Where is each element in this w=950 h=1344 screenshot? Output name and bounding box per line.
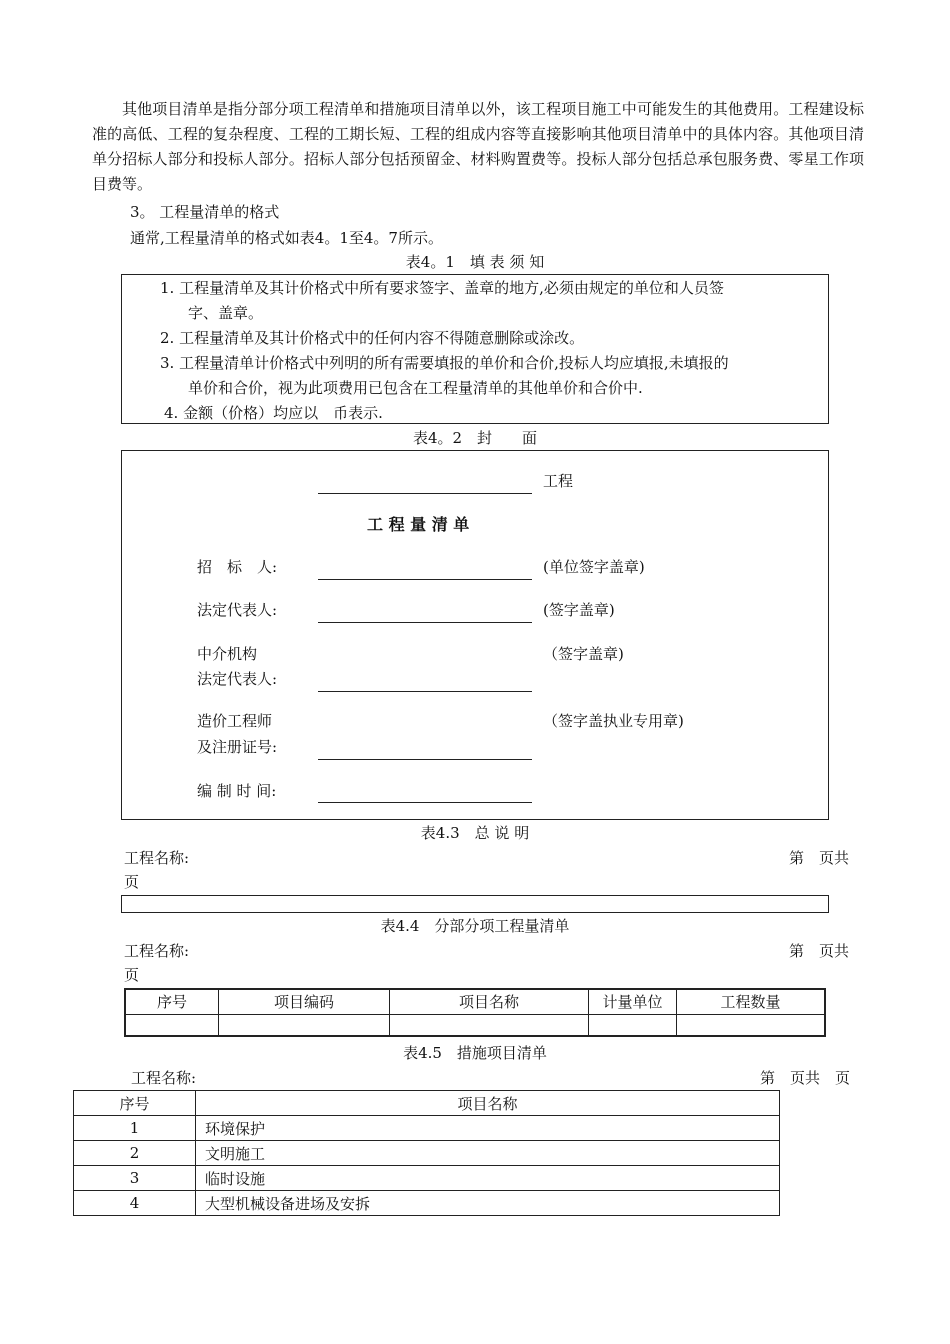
table-row xyxy=(74,1141,780,1166)
row-serial: 2 xyxy=(74,1141,196,1166)
table-4-4-caption: 表4.4 分部分项工程量清单 xyxy=(380,917,570,935)
intro-line: 通常,工程量清单的格式如表4。1至4。7所示。 xyxy=(130,229,443,247)
header-serial: 序号 xyxy=(74,1091,196,1116)
legal-rep-note: (签字盖章) xyxy=(543,601,615,619)
table-row xyxy=(74,1191,780,1216)
notice-item-3: 3. 工程量清单计价格式中列明的所有需要填报的单价和合价,投标人均应填报,未填报的 xyxy=(160,354,729,372)
registration-label: 及注册证号: xyxy=(197,738,278,756)
header-item-name: 项目名称 xyxy=(390,989,589,1014)
header-quantity: 工程数量 xyxy=(677,989,826,1014)
tenderer-underline xyxy=(318,579,532,580)
table-row xyxy=(74,1116,780,1141)
row-item-name: 文明施工 xyxy=(196,1141,780,1166)
legal-rep-label: 法定代表人: xyxy=(197,601,278,619)
general-notes-box xyxy=(121,895,829,913)
agency-legal-rep-label: 法定代表人: xyxy=(197,670,278,688)
header-unit: 计量单位 xyxy=(589,989,677,1014)
agency-label: 中介机构 xyxy=(197,645,258,663)
table-4-4-project-label: 工程名称: xyxy=(124,942,190,960)
row-serial: 3 xyxy=(74,1166,196,1191)
table-cell xyxy=(219,1014,390,1036)
notice-box xyxy=(121,274,829,424)
table-4-4-page-tail: 页 xyxy=(124,966,140,984)
notice-item-1: 1. 工程量清单及其计价格式中所有要求签字、盖章的地方,必须由规定的单位和人员签 xyxy=(160,279,724,297)
table-4-4-page-label: 第 页共 xyxy=(789,942,850,960)
cost-engineer-label: 造价工程师 xyxy=(197,712,273,730)
table-4-5-project-label: 工程名称: xyxy=(131,1069,197,1087)
table-cell xyxy=(589,1014,677,1036)
header-item-name: 项目名称 xyxy=(196,1091,780,1116)
compile-date-underline xyxy=(318,802,532,803)
table-4-3-project-label: 工程名称: xyxy=(124,849,190,867)
notice-item-4: 4. 金额（价格）均应以 币表示. xyxy=(164,404,383,422)
agency-note: （签字盖章) xyxy=(543,645,624,663)
tenderer-label: 招 标 人: xyxy=(197,558,278,576)
table-4-5-page-label: 第 页共 页 xyxy=(760,1069,851,1087)
table-header-row xyxy=(125,989,825,1014)
cover-title: 工 程 量 清 单 xyxy=(367,515,470,534)
cost-engineer-note: （签字盖执业专用章) xyxy=(543,712,684,730)
agency-underline xyxy=(318,691,532,692)
table-4-2-caption: 表4。2 封 面 xyxy=(412,429,538,447)
table-4-3-page-tail: 页 xyxy=(124,873,140,891)
compile-date-label: 编 制 时 间: xyxy=(197,782,277,800)
legal-rep-underline xyxy=(318,622,532,623)
intro-paragraph: 其他项目清单是指分部分项工程清单和措施项目清单以外，该工程项目施工中可能发生的其他费用。工程建设标准的高低、工程的复杂程度、工程的工期长短、工程的组成内容等直接影响其他项目清单中的具体内容。其他项目清单分招标人部分和投标人部分。招标人部分包括预留金、材料购置费等。投标人部分包括总承包服务费、零星工作项目费等。 xyxy=(92,100,864,193)
table-4-1-caption: 表4。1 填 表 须 知 xyxy=(405,253,545,271)
row-serial: 1 xyxy=(74,1116,196,1141)
header-serial: 序号 xyxy=(125,989,219,1014)
bill-of-quantities-table xyxy=(124,988,826,1037)
notice-item-2: 2. 工程量清单及其计价格式中的任何内容不得随意删除或涂改。 xyxy=(160,329,585,347)
row-item-name: 临时设施 xyxy=(196,1166,780,1191)
tenderer-note: (单位签字盖章) xyxy=(543,558,645,576)
table-4-3-caption: 表4.3 总 说 明 xyxy=(420,824,530,842)
cover-box xyxy=(121,450,829,820)
table-row xyxy=(125,1014,825,1036)
row-serial: 4 xyxy=(74,1191,196,1216)
table-4-5-caption: 表4.5 措施项目清单 xyxy=(403,1044,547,1062)
notice-item-1-cont: 字、盖章。 xyxy=(188,304,264,322)
section-heading: 3。 工程量清单的格式 xyxy=(130,203,280,221)
table-cell xyxy=(390,1014,589,1036)
row-item-name: 大型机械设备进场及安拆 xyxy=(196,1191,780,1216)
measures-table xyxy=(73,1090,780,1216)
table-header-row xyxy=(74,1091,780,1116)
row-item-name: 环境保护 xyxy=(196,1116,780,1141)
table-cell xyxy=(125,1014,219,1036)
project-name-underline xyxy=(318,493,532,494)
table-4-3-page-label: 第 页共 xyxy=(789,849,850,867)
project-suffix: 工程 xyxy=(543,472,574,490)
table-row xyxy=(74,1166,780,1191)
cost-engineer-underline xyxy=(318,759,532,760)
notice-item-3-cont: 单价和合价，视为此项费用已包含在工程量清单的其他单价和合价中. xyxy=(188,379,643,397)
table-cell xyxy=(677,1014,826,1036)
header-item-code: 项目编码 xyxy=(219,989,390,1014)
